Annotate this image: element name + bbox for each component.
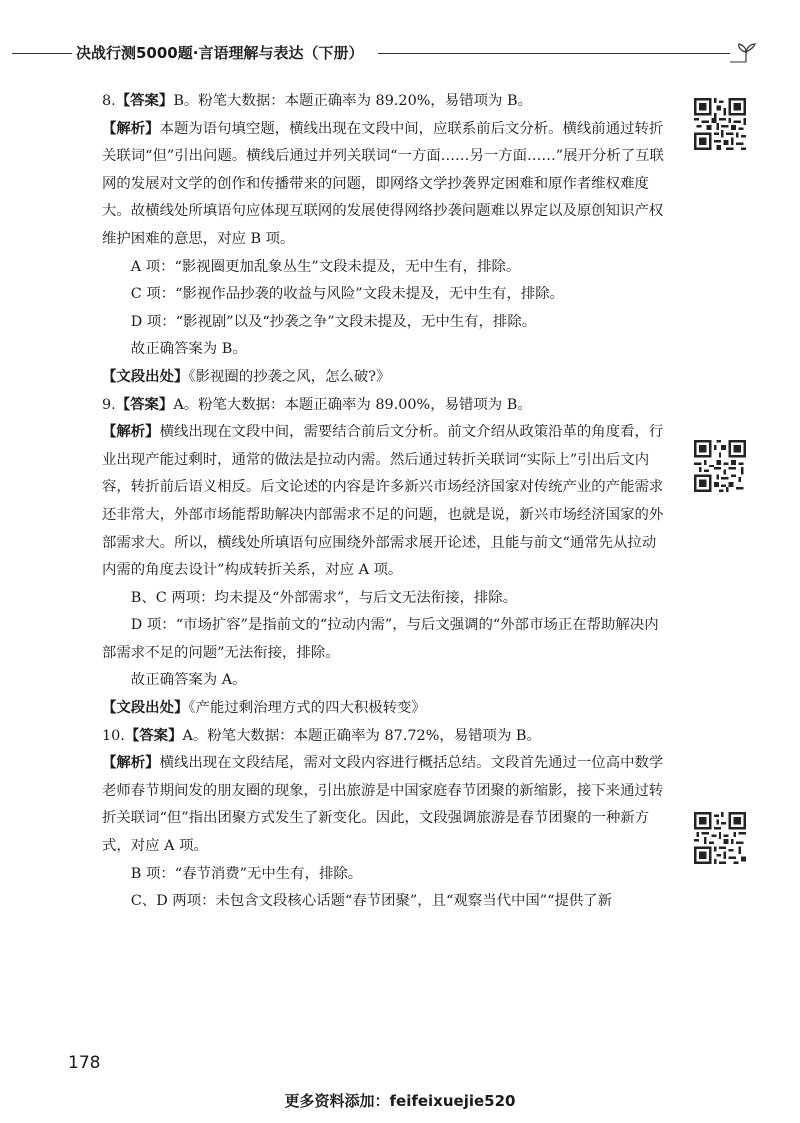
source-q9: 【文段出处】《产能过剩治理方式的四大积极转变》 [102,700,426,717]
header-rule-left [12,53,72,54]
qr-code-icon [694,812,746,864]
option-analysis: D 项：“市场扩容”是指前文的“拉动内需”，与后文强调的“外部市场正在帮助解决内部需求不足的问题”无法衔接，排除。 [102,617,659,661]
source-q8: 【文段出处】《影视圈的抄袭之风，怎么破?》 [102,368,391,385]
option-analysis: D 项：“影视剧”以及“抄袭之争”文段未提及，无中生有，排除。 [130,313,537,330]
option-analysis: B 项：“春节消费”无中生有，排除。 [130,865,363,882]
conclusion-q9: 故正确答案为 A。 [130,672,247,689]
answer-line-q10: 10.【答案】A。粉笔大数据：本题正确率为 87.72%，易错项为 B。 [102,727,541,744]
option-analysis: B、C 两项：均未提及“外部需求”，与后文无法衔接，排除。 [130,589,518,606]
answer-explanations [102,88,668,916]
qr-code-icon [694,98,746,150]
analysis-q10: 【解析】横线出现在文段结尾，需对文段内容进行概括总结。文段首先通过一位高中数学老师春节期间发的朋友圈的现象，引出旅游是中国家庭春节团聚的新缩影，接下来通过转折关联词“但”指出团聚方式发生了新变化。因此，文段强调旅游是春节团聚的一种新方式，对应 A 项。 [102,755,664,855]
page-number: 178 [68,1053,101,1073]
header-rule-right [378,53,730,54]
option-analysis: A 项：“影视圈更加乱象丛生”文段未提及，无中生有，排除。 [130,258,521,275]
qr-code-icon [694,440,746,492]
footer-note: 更多资料添加：feifeixuejie520 [284,1092,516,1110]
conclusion-q8: 故正确答案为 B。 [130,341,247,358]
answer-line-q8: 8.【答案】B。粉笔大数据：本题正确率为 89.20%，易错项为 B。 [102,93,532,109]
analysis-q9: 【解析】横线出现在文段中间，需要结合前后文分析。前文介绍从政策沿革的角度看，行业出现产能过剩时，通常的做法是拉动内需。然后通过转折关联词“实际上”引出后文内容，转折前后语义相反。后文论述的内容是许多新兴市场经济国家对传统产业的产能需求还非常大，外部市场能帮助解决内部需求不足的问题，也就是说，新兴市场经济国家的外部需求大。所以，横线处所填语句应围绕外部需求展开论述，且能与前文“通常先从拉动内需的角度去设计”构成转折关系，对应 A 项。 [102,424,664,579]
answer-line-q9: 9.【答案】A。粉笔大数据：本题正确率为 89.00%，易错项为 B。 [102,396,532,413]
sprout-icon [728,42,758,66]
header-title: 决战行测5000题·言语理解与表达（下册） [76,44,364,62]
running-header [0,42,800,66]
option-analysis: C 项：“影视作品抄袭的收益与风险”文段未提及，无中生有，排除。 [130,286,565,303]
analysis-q8: 【解析】本题为语句填空题，横线出现在文段中间，应联系前后文分析。横线前通过转折关联词“但”引出问题。横线后通过并列关联词“一方面……另一方面……”展开分析了互联网的发展对文学的创作和传播带来的问题，即网络文学抄袭界定困难和原作者维权难度大。故横线处所填语句应体现互联网的发展使得网络抄袭问题难以界定以及原创知识产权维护困难的意思，对应 B 项。 [102,120,664,247]
option-analysis: C、D 两项：未包含文段核心话题“春节团聚”，且“观察当代中国”“提供了新 [130,893,613,910]
